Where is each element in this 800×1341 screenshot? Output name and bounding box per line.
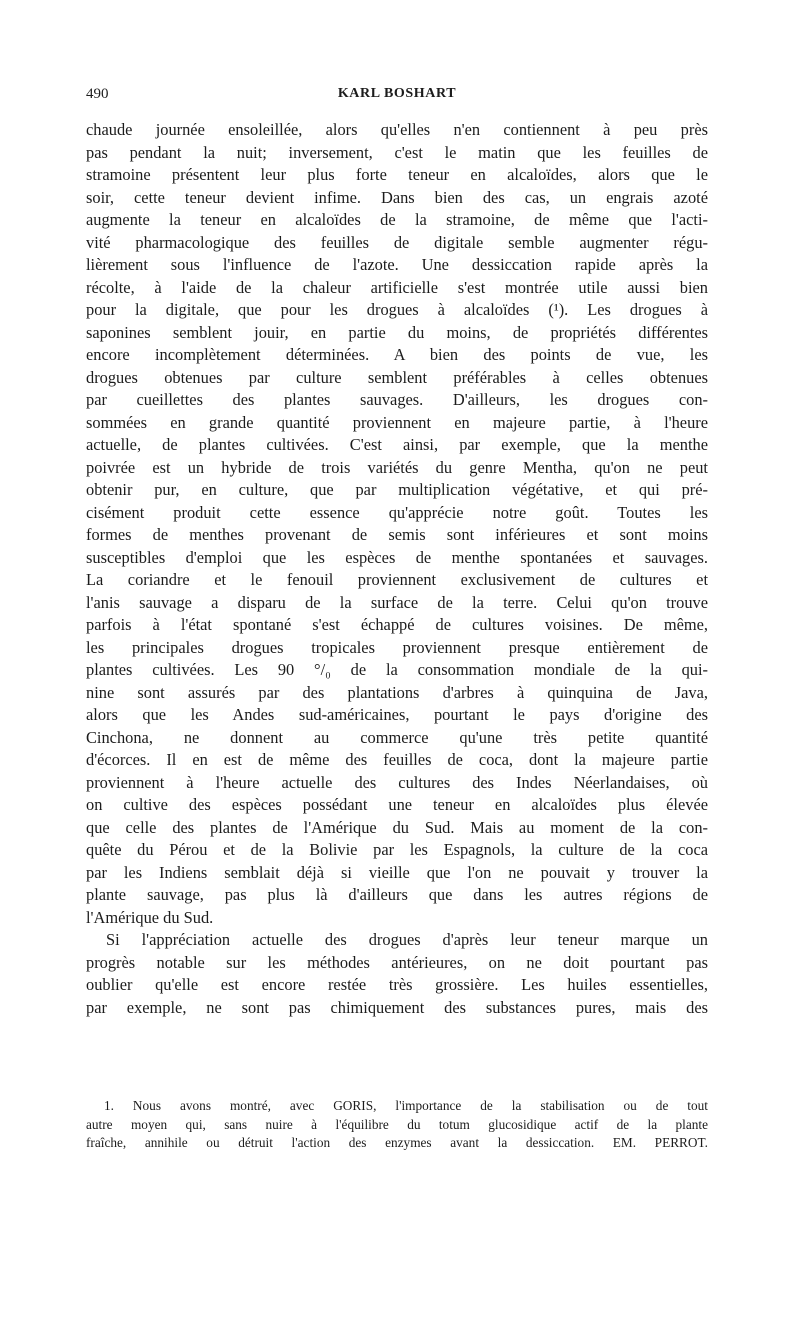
text-line: alors que les Andes sud-américaines, pourtant le pays d'origine des: [86, 705, 708, 724]
text-line: Si l'appréciation actuelle des drogues d'après leur teneur marque un: [106, 930, 708, 949]
text-line: sommées en grande quantité proviennent en majeure partie, à l'heure: [86, 412, 708, 432]
text-line: on cultive des espèces possédant une teneur en alcaloïdes plus élevée: [86, 795, 708, 814]
page-header: [86, 86, 708, 108]
running-head: KARL BOSHART: [337, 86, 457, 101]
body-text: [86, 119, 708, 1019]
text-line: nine sont assurés par des plantations d'arbres à quinquina de Java,: [86, 682, 708, 702]
text-line: encore incomplètement déterminées. A bien des points de vue, les: [86, 345, 708, 364]
text-line: soir, cette teneur devient infime. Dans bien des cas, un engrais azoté: [86, 187, 708, 207]
text-line: lièrement sous l'influence de l'azote. Une dessiccation rapide après la: [86, 255, 708, 274]
text-line: cisément produit cette essence qu'apprécie notre goût. Toutes les: [86, 502, 708, 522]
text-line: progrès notable sur les méthodes antérieures, on ne doit pourtant pas: [86, 952, 708, 972]
text-line: formes de menthes provenant de semis sont inférieures et sont moins: [86, 525, 708, 544]
text-line: obtenir pur, en culture, que par multiplication végétative, et qui pré-: [86, 480, 708, 499]
text-line: l'anis sauvage a disparu de la surface de la terre. Celui qu'on trouve: [86, 592, 708, 612]
text-line: stramoine présentent leur plus forte teneur en alcaloïdes, alors que le: [86, 165, 708, 184]
text-line: poivrée est un hybride de trois variétés du genre Mentha, qu'on ne peut: [86, 457, 708, 477]
text-line: drogues obtenues par culture semblent préférables à celles obtenues: [86, 367, 708, 387]
text-line: pour la digitale, que pour les drogues à alcaloïdes (¹). Les drogues à: [86, 300, 708, 319]
text-line: plante sauvage, pas plus là d'ailleurs que dans les autres régions de: [86, 885, 708, 904]
text-line: parfois à l'état spontané s'est échappé de cultures voisines. De même,: [86, 615, 708, 634]
text-line: La coriandre et le fenouil proviennent exclusivement de cultures et: [86, 570, 708, 589]
text-line: que celle des plantes de l'Amérique du Sud. Mais au moment de la con-: [86, 817, 708, 837]
footnote-line: autre moyen qui, sans nuire à l'équilibre du totum glucosidique actif de la plante: [86, 1116, 708, 1132]
text-line: augmente la teneur en alcaloïdes de la stramoine, de même que l'acti-: [86, 210, 708, 229]
text-line: par les Indiens semblait déjà si vieille que l'on ne pouvait y trouver la: [86, 862, 708, 882]
footnote-line: 1. Nous avons montré, avec GORIS, l'importance de la stabilisation ou de tout: [104, 1098, 708, 1113]
text-line: par exemple, ne sont pas chimiquement des substances pures, mais des: [86, 997, 708, 1017]
text-line: actuelle, de plantes cultivées. C'est ainsi, par exemple, que la menthe: [86, 435, 708, 454]
text-line: saponines semblent jouir, en partie du moins, de propriétés différentes: [86, 322, 708, 342]
text-line: vité pharmacologique des feuilles de digitale semble augmenter régu-: [86, 232, 708, 252]
text-line: Cinchona, ne donnent au commerce qu'une très petite quantité: [86, 727, 708, 747]
text-line: susceptibles d'emploi que les espèces de menthe spontanées et sauvages.: [86, 547, 708, 567]
footnote-line: fraîche, annihile ou détruit l'action des enzymes avant la dessiccation. EM. PERROT.: [86, 1135, 708, 1150]
text-line: par cueillettes des plantes sauvages. D'ailleurs, les drogues con-: [86, 390, 708, 409]
text-line: plantes cultivées. Les 90 °/₀ de la consommation mondiale de la qui-: [86, 660, 708, 679]
footnotes: [86, 1097, 708, 1153]
text-line: oublier qu'elle est encore restée très grossière. Les huiles essentielles,: [86, 975, 708, 994]
page-number: 490: [86, 86, 109, 102]
text-line: l'Amérique du Sud.: [86, 907, 214, 927]
text-line: les principales drogues tropicales proviennent presque entièrement de: [86, 637, 708, 657]
text-line: proviennent à l'heure actuelle des cultures des Indes Néerlandaises, où: [86, 772, 708, 792]
text-line: pas pendant la nuit; inversement, c'est le matin que les feuilles de: [86, 142, 708, 162]
text-line: récolte, à l'aide de la chaleur artificielle s'est montrée utile aussi bien: [86, 277, 708, 297]
text-line: d'écorces. Il en est de même des feuilles de coca, dont la majeure partie: [86, 750, 708, 769]
text-line: quête du Pérou et de la Bolivie par les Espagnols, la culture de la coca: [86, 840, 708, 859]
text-line: chaude journée ensoleillée, alors qu'elles n'en contiennent à peu près: [86, 120, 708, 139]
